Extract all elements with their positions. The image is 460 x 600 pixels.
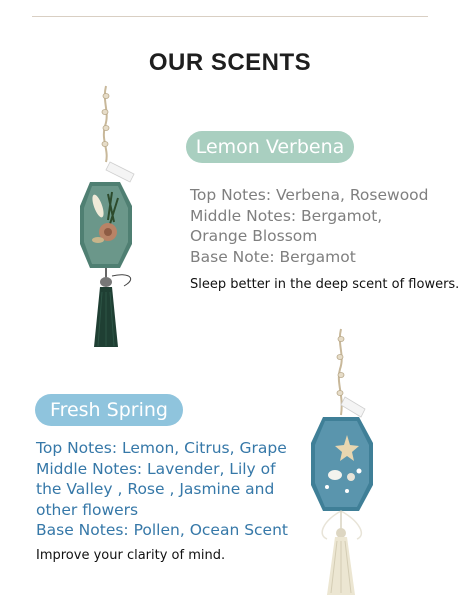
notes-line: Top Notes: Lemon, Citrus, Grape: [36, 439, 287, 457]
notes-line: Base Note: Bergamot: [190, 247, 356, 266]
lemon-verbena-label: Lemon Verbena: [186, 131, 354, 163]
notes-line: the Valley , Rose , Jasmine and: [36, 480, 275, 498]
notes-line: Middle Notes: Lavender, Lily of: [36, 459, 276, 478]
notes-line: Orange Blossom: [190, 227, 318, 245]
notes-line: Base Notes: Pollen, Ocean Scent: [36, 521, 288, 539]
fresh-spring-tagline: Improve your clarity of mind.: [36, 548, 226, 563]
lemon-verbena-notes: [190, 185, 429, 267]
lemon-verbena-sachet-image: [78, 82, 148, 352]
notes-line: Middle Notes: Bergamot,: [190, 206, 383, 225]
notes-line: Top Notes: Verbena, Rosewood: [190, 186, 429, 204]
top-divider: [32, 16, 428, 17]
lemon-verbena-tagline: Sleep better in the deep scent of flowers.: [190, 277, 460, 292]
notes-line: other flowers: [36, 500, 139, 519]
page-title: OUR SCENTS: [148, 49, 312, 76]
fresh-spring-label: Fresh Spring: [35, 394, 183, 426]
fresh-spring-sachet-image: [303, 325, 383, 597]
fresh-spring-notes: [36, 438, 288, 541]
